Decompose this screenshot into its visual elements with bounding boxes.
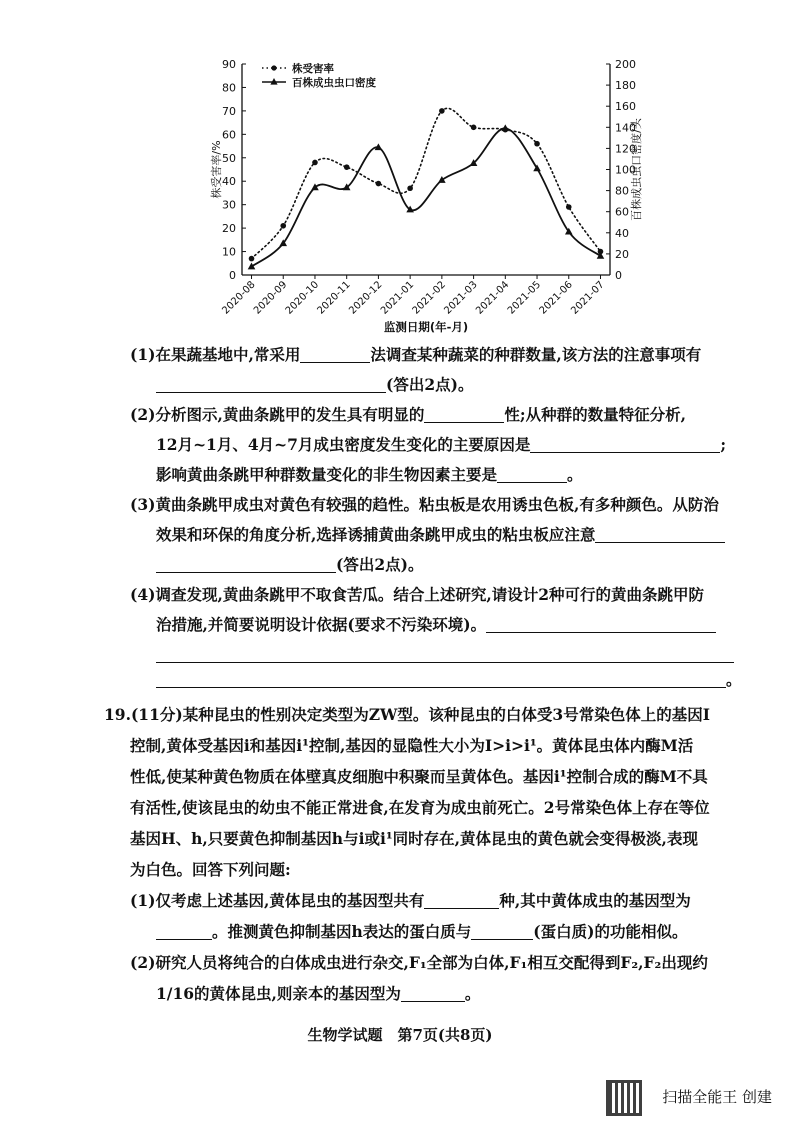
series-2-point [502,124,510,131]
page-footer: 生物学试题 第7页(共8页) [307,1026,493,1044]
question-19-line6 [130,855,291,885]
series-2-point [597,252,605,259]
series-1-point [312,160,318,166]
q2-text-f: 。 [567,465,583,484]
q1-text-b: 法调查某种蔬菜的种群数量,该方法的注意事项有 [370,345,702,364]
x-tick-label: 2020-12 [347,279,385,317]
series-1-point [249,256,255,262]
chart-legend [262,62,376,89]
answer-blank[interactable] [471,921,533,940]
series-1-point [407,185,413,191]
right-tick-label: 160 [615,100,636,114]
x-tick-label: 2021-03 [442,279,480,317]
q19-s1-text-d: (蛋白质)的功能相似。 [533,922,688,941]
answer-blank[interactable] [486,614,716,633]
q2-text-d: ; [720,435,727,454]
right-tick-label: 40 [615,226,629,240]
q19-s1-text-c: 。推测黄色抑制基因h表达的蛋白质与 [212,922,472,941]
question-19-line3 [130,762,708,792]
q19-s1-text-b: 种,其中黄体成虫的基因型为 [499,891,691,910]
series-1-point [280,223,286,229]
q1-text-c: (答出2点)。 [386,375,474,394]
question-1-line2 [156,370,473,400]
answer-blank[interactable] [156,921,212,940]
question-2-line3 [156,460,583,490]
question-2 [130,400,686,430]
q19-text: 19.(11分)某种昆虫的性别决定类型为ZW型。该种昆虫的白体受3号常染色体上的基因I [104,705,710,724]
question-3-line2 [156,520,725,550]
question-2-line2 [156,430,726,460]
left-tick-label: 60 [222,128,236,142]
q2-text-c: 12月~1月、4月~7月成虫密度发生变化的主要原因是 [156,435,531,454]
series-1-line [252,108,601,258]
right-tick-label: 140 [615,121,636,135]
question-19-sub1 [130,886,691,916]
answer-blank[interactable] [424,890,499,909]
question-19-line1 [104,700,710,730]
question-4-line2 [156,610,716,640]
answer-blank[interactable] [156,644,734,663]
series-1-point [566,204,572,210]
right-y-axis-label: 百株成虫虫口密度/头 [630,118,643,221]
right-tick-label: 180 [615,79,636,93]
answer-blank[interactable] [156,554,336,573]
q4-text-c: 。 [726,670,742,689]
left-y-axis-label: 株受害率/% [210,140,223,199]
left-tick-label: 50 [222,151,236,165]
question-19-sub1-line2 [156,917,687,947]
question-4-line4 [156,665,742,695]
x-tick-label: 2021-01 [378,279,417,317]
chart-axes [242,64,610,275]
series-2-point [438,176,446,183]
answer-blank[interactable] [424,404,504,423]
q19-s2-text-a: (2)研究人员将纯合的白体成虫进行杂交,F₁全部为白体,F₁相互交配得到F₂,F₂出现约 [130,953,708,972]
right-tick-label: 200 [615,58,636,71]
x-tick-label: 2021-02 [410,279,448,317]
left-tick-label: 70 [222,104,236,118]
question-19-line4 [130,793,710,823]
q19-s2-text-b: 1/16的黄体昆虫,则亲本的基因型为 [156,984,401,1003]
question-3-line3 [156,550,423,580]
q1-text-a: (1)在果蔬基地中,常采用 [130,345,301,364]
q19-text: 有活性,使该昆虫的幼虫不能正常进食,在发育为成虫前死亡。2号常染色体上存在等位 [130,798,710,817]
left-tick-label: 40 [222,175,236,189]
answer-blank[interactable] [530,434,720,453]
q3-text-c: (答出2点)。 [336,555,424,574]
q19-text: 控制,黄体受基因i和基因i¹控制,基因的显隐性大小为I>i>i¹。黄体昆虫体内酶M活 [130,736,694,755]
left-tick-label: 10 [222,245,236,259]
question-19-line2 [130,731,693,761]
question-19-line5 [130,824,698,854]
question-19-sub2 [130,948,708,978]
q3-text-b: 效果和环保的角度分析,选择诱捕黄曲条跳甲成虫的粘虫板应注意 [156,525,596,544]
left-tick-label: 30 [222,198,236,212]
q19-s1-text-a: (1)仅考虑上述基因,黄体昆虫的基因型共有 [130,891,425,910]
x-tick-label: 2020-11 [315,279,353,317]
q19-text: 性低,使某种黄色物质在体壁真皮细胞中积聚而呈黄体色。基因i¹控制合成的酶M不具 [130,767,708,786]
right-tick-label: 20 [615,247,629,261]
right-tick-label: 80 [615,184,629,198]
q3-text-a: (3)黄曲条跳甲成虫对黄色有较强的趋性。粘虫板是农用诱虫色板,有多种颜色。从防治 [130,495,719,514]
right-tick-label: 0 [615,269,622,282]
q2-text-a: (2)分析图示,黄曲条跳甲的发生具有明显的 [130,405,425,424]
q19-text: 为白色。回答下列问题: [130,860,291,879]
right-tick-label: 100 [615,163,636,177]
series-1-point [471,125,477,131]
scanner-watermark: 扫描全能王 创建 [662,1088,772,1106]
x-tick-label: 2021-04 [474,279,512,317]
legend-marker-1 [271,65,276,70]
series-2-point [248,263,256,270]
q4-text-b: 治措施,并简要说明设计依据(要求不污染环境)。 [156,615,487,634]
x-tick-label: 2020-10 [283,279,322,317]
x-tick-label: 2021-05 [505,279,544,317]
q19-s2-text-c: 。 [464,984,481,1003]
question-19-sub2-line2 [156,979,480,1009]
q2-text-b: 性;从种群的数量特征分析, [504,405,686,424]
answer-blank[interactable] [156,669,726,688]
chart-ticks [209,58,643,334]
series-2-point [311,183,319,190]
chart-series [248,108,605,269]
legend-label-2: 百株成虫虫口密度 [292,77,376,89]
left-tick-label: 20 [222,222,236,236]
right-tick-label: 120 [615,142,636,156]
x-tick-label: 2021-07 [569,279,607,317]
series-1-point [344,164,350,170]
answer-blank[interactable] [300,344,370,363]
series-1-point [376,181,382,187]
series-1-point [534,141,540,147]
legend-label-1: 株受害率 [292,63,334,75]
q4-text-a: (4)调查发现,黄曲条跳甲不取食苦瓜。结合上述研究,请设计2种可行的黄曲条跳甲防 [130,585,705,604]
x-axis-label: 监测日期(年-月) [383,320,469,334]
question-4 [130,580,704,610]
answer-blank[interactable] [156,374,386,393]
question-3 [130,490,719,520]
q2-text-e: 影响黄曲条跳甲种群数量变化的非生物因素主要是 [156,465,498,484]
q19-text: 基因H、h,只要黄色抑制基因h与i或i¹同时存在,黄体昆虫的黄色就会变得极淡,表现 [130,829,698,848]
left-tick-label: 80 [222,81,236,95]
left-tick-label: 0 [229,269,236,282]
series-1-point [439,108,445,114]
answer-blank[interactable] [401,983,465,1002]
qr-code-icon [606,1080,642,1116]
x-tick-label: 2021-06 [537,279,575,317]
left-tick-label: 90 [222,58,236,71]
question-1 [130,340,701,370]
answer-blank[interactable] [595,524,725,543]
line-chart [180,50,650,350]
right-tick-label: 60 [615,205,629,219]
x-tick-label: 2020-08 [220,279,258,317]
x-tick-label: 2020-09 [252,279,290,317]
answer-blank[interactable] [497,464,567,483]
